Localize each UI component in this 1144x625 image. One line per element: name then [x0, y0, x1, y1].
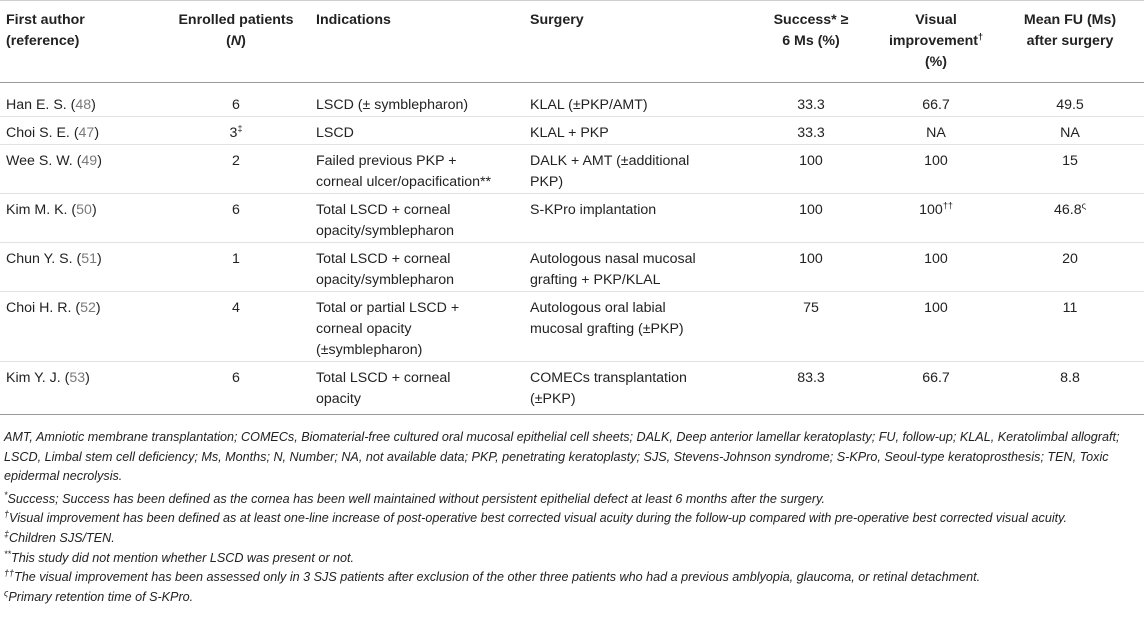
fu-cell: 15	[996, 145, 1144, 194]
fu-cell: 49.5	[996, 83, 1144, 117]
table-row	[0, 145, 1144, 194]
author-cell: Choi H. R. (52)	[0, 292, 162, 362]
indications-cell: LSCD	[310, 117, 524, 145]
surgery-cell: Autologous nasal mucosal grafting + PKP/KLAL	[524, 243, 746, 292]
footnote-lscd: **This study did not mention whether LSCD was present or not.	[4, 548, 355, 565]
indications-cell: Failed previous PKP + corneal ulcer/opacification**	[310, 145, 524, 194]
header-row	[0, 1, 1144, 83]
header-indications: Indications	[310, 1, 524, 83]
footnote-sjs: ††The visual improvement has been assessed only in 3 SJS patients after exclusion of the other three patients who had a previous amblyopia, glaucoma, or retinal detachment.	[4, 567, 981, 585]
success-cell: 83.3	[746, 362, 876, 415]
footnote-visual-improvement: †Visual improvement has been defined as at least one-line increase of post-operative best corrected visual acuity during the follow-up compared with pre-operative best corrected visual acuity.	[4, 509, 1067, 526]
surgery-cell: COMECs transplantation (±PKP)	[524, 362, 746, 415]
surgery-cell: S-KPro implantation	[524, 194, 746, 243]
header-first-author: First author (reference)	[0, 1, 162, 83]
table-header	[0, 1, 1144, 83]
author-cell: Han E. S. (48)	[0, 83, 162, 117]
visual-cell: 66.7	[876, 362, 996, 415]
fu-cell: 11	[996, 292, 1144, 362]
author-cell: Choi S. E. (47)	[0, 117, 162, 145]
visual-cell: 100	[876, 292, 996, 362]
author-cell: Kim Y. J. (53)	[0, 362, 162, 415]
table-body	[0, 83, 1144, 415]
visual-cell: 100	[876, 243, 996, 292]
enrolled-cell: 1	[162, 243, 310, 292]
header-enrolled: Enrolled patients (N)	[162, 1, 310, 83]
enrolled-cell: 6	[162, 83, 310, 117]
reference-number: 52	[80, 300, 96, 316]
reference-number: 49	[81, 153, 98, 169]
surgery-cell: Autologous oral labial mucosal grafting (±PKP)	[524, 292, 746, 362]
fu-cell: NA	[996, 117, 1144, 145]
visual-cell: NA	[876, 117, 996, 145]
fu-cell: 8.8	[996, 362, 1144, 415]
indications-cell: Total LSCD + corneal opacity	[310, 362, 524, 415]
footnote-success: *Success; Success has been defined as the cornea has been well maintained without persistent epithelial defect at least 6 months after the surgery.	[4, 489, 825, 506]
indications-cell: Total or partial LSCD + corneal opacity (±symblepharon)	[310, 292, 524, 362]
enrolled-cell: 6	[162, 362, 310, 415]
author-cell: Wee S. W. (49)	[0, 145, 162, 194]
enrolled-cell: 2	[162, 145, 310, 194]
author-cell: Kim M. K. (50)	[0, 194, 162, 243]
surgery-cell: DALK + AMT (±additional PKP)	[524, 145, 746, 194]
reference-number: 53	[69, 370, 86, 386]
table-row	[0, 194, 1144, 243]
fu-cell: $46.8^\varsigma$	[996, 194, 1144, 243]
visual-cell: 100††	[876, 194, 996, 243]
abbreviations-note: AMT, Amniotic membrane transplantation; COMECs, Biomaterial-free cultured oral mucosal epithelial cell sheets; DALK, Deep anterior lamellar keratoplasty; FU, follow-up; KLAL, Keratolimbal allograft; LSCD, Limbal stem cell deficiency; Ms, Months; N, Number; NA, not available data; PKP, penetrating keratoplasty; SJS, Stevens-Johnson syndrome; S-KPro, Seoul-type keratoprosthesis; TEN, Toxic epidermal necrolysis.	[4, 430, 1120, 484]
success-cell: 33.3	[746, 83, 876, 117]
table-row	[0, 292, 1144, 362]
reference-number: 51	[81, 251, 97, 267]
table-row	[0, 243, 1144, 292]
success-cell: 100	[746, 243, 876, 292]
header-surgery: Surgery	[524, 1, 746, 83]
reference-number: 47	[78, 125, 95, 141]
table-row	[0, 83, 1144, 117]
footnote-children: ‡Children SJS/TEN.	[4, 528, 115, 545]
indications-cell: Total LSCD + corneal opacity/symblepharon	[310, 194, 524, 243]
header-mean-fu: Mean FU (Ms) after surgery	[996, 1, 1144, 83]
indications-cell: Total LSCD + corneal opacity/symblepharon	[310, 243, 524, 292]
footnote-retention: $^\varsigma$Primary retention time of S-KPro.	[4, 587, 194, 604]
visual-cell: 100	[876, 145, 996, 194]
success-cell: 100	[746, 194, 876, 243]
enrolled-cell: 6	[162, 194, 310, 243]
fu-cell: 20	[996, 243, 1144, 292]
success-cell: 33.3	[746, 117, 876, 145]
header-success: Success* ≥ 6 Ms (%)	[746, 1, 876, 83]
success-cell: 100	[746, 145, 876, 194]
header-visual-improvement: Visual improvement† (%)	[876, 1, 996, 83]
surgery-cell: KLAL + PKP	[524, 117, 746, 145]
surgery-cell: KLAL (±PKP/AMT)	[524, 83, 746, 117]
enrolled-cell: 3‡	[162, 117, 310, 145]
author-cell: Chun Y. S. (51)	[0, 243, 162, 292]
visual-cell: 66.7	[876, 83, 996, 117]
table-row	[0, 362, 1144, 415]
table-footnotes	[0, 428, 1144, 607]
indications-cell: LSCD (± symblepharon)	[310, 83, 524, 117]
reference-number: 50	[76, 202, 92, 218]
table-row	[0, 117, 1144, 145]
reference-number: 48	[75, 97, 92, 113]
enrolled-cell: 4	[162, 292, 310, 362]
success-cell: 75	[746, 292, 876, 362]
